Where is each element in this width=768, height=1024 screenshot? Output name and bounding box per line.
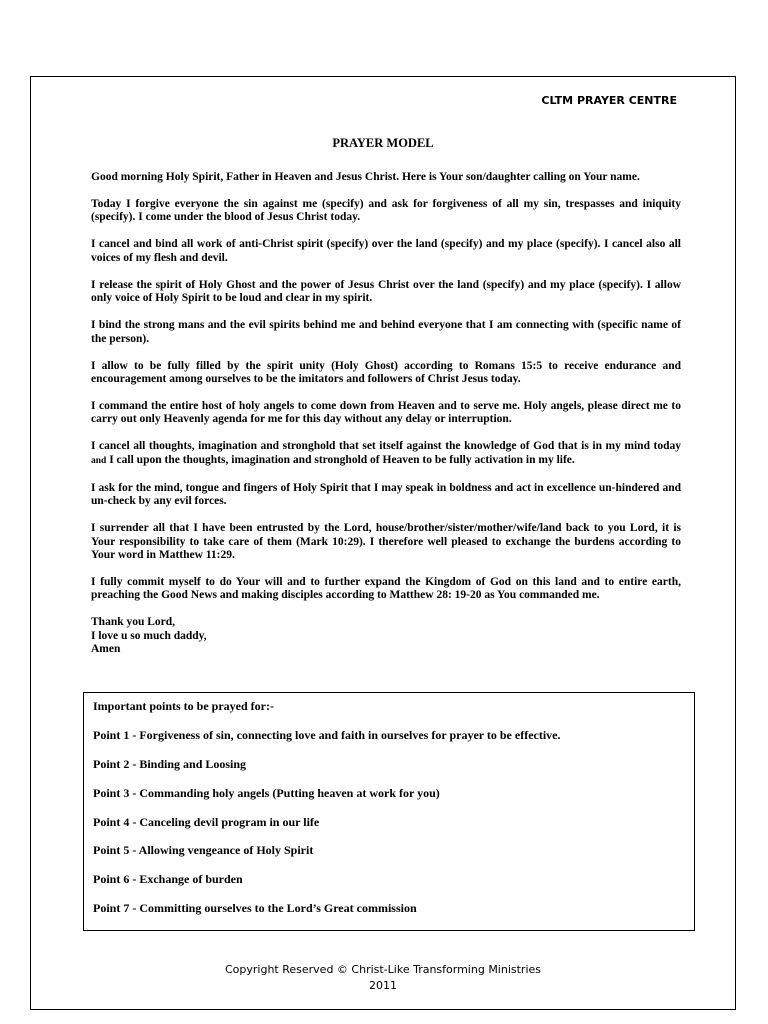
point-item: Point 1 - Forgiveness of sin, connecting love and faith in ourselves for prayer to be effective. <box>93 728 561 742</box>
closing-line: I love u so much daddy, <box>91 629 207 642</box>
paragraph: I ask for the mind, tongue and fingers of Holy Spirit that I may speak in boldness and act in excellence un-hindered and un-check by any evil forces. <box>91 481 681 508</box>
closing-line: Thank you Lord, <box>91 616 176 629</box>
paragraph-stronghold <box>91 440 681 468</box>
paragraph: I surrender all that I have been entrusted by the Lord, house/brother/sister/mother/wife/land back to you Lord, it is Your responsibility to take care of them (Mark 10:29). I therefore well pleased to exchange the burdens according to Your word in Matthew 11:29. <box>91 522 681 561</box>
closing-block <box>91 616 681 656</box>
copyright-year: 2011 <box>369 979 397 992</box>
paragraph-small-text: and <box>91 455 107 466</box>
copyright-line: Copyright Reserved © Christ-Like Transforming Ministries <box>224 963 542 976</box>
paragraph: Good morning Holy Spirit, Father in Heaven and Jesus Christ. Here is Your son/daughter calling on Your name. <box>91 171 640 183</box>
paragraph: I release the spirit of Holy Ghost and the power of Jesus Christ over the land (specify) and my place (specify). I allow only voice of Holy Spirit to be loud and clear in my spirit. <box>91 278 681 305</box>
paragraph: I bind the strong mans and the evil spirits behind me and behind everyone that I am connecting with (specific name of the person). <box>91 319 681 345</box>
point-item: Point 6 - Exchange of burden <box>93 872 243 886</box>
paragraph: I fully commit myself to do Your will and to further expand the Kingdom of God on this land and to entire earth, preaching the Good News and making disciples according to Matthew 28: 19-20 as You commanded me. <box>91 575 681 602</box>
paragraph: Today I forgive everyone the sin against me (specify) and ask for forgiveness of all my sin, trespasses and iniquity (specify). I come under the blood of Jesus Christ today. <box>91 198 681 224</box>
point-item: Point 2 - Binding and Loosing <box>93 757 247 771</box>
important-points-box <box>83 692 695 931</box>
paragraph: I allow to be fully filled by the spirit unity (Holy Ghost) according to Romans 15:5 to receive endurance and encouragement among ourselves to be the imitators and followers of Christ Jesus today. <box>91 359 681 385</box>
paragraph: I command the entire host of holy angels to come down from Heaven and to serve me. Holy angels, please direct me to carry out only Heavenly agenda for me for this day without any delay or interruption. <box>91 400 681 426</box>
paragraph-text: I call upon the thoughts, imagination and stronghold of Heaven to be fully activation in my life. <box>106 453 575 466</box>
paragraph-text: I cancel all thoughts, imagination and stronghold that set itself against the knowledge of God that is in my mind today <box>91 440 681 453</box>
document-page <box>30 76 736 1010</box>
point-item: Point 5 - Allowing vengeance of Holy Spirit <box>93 843 314 857</box>
document-title: PRAYER MODEL <box>332 136 434 150</box>
prayer-body <box>91 171 681 656</box>
org-name: CLTM PRAYER CENTRE <box>541 94 677 107</box>
paragraph: I cancel and bind all work of anti-Christ spirit (specify) over the land (specify) and my place (specify). I cancel also all voices of my flesh and devil. <box>91 238 681 264</box>
point-item: Point 4 - Canceling devil program in our life <box>93 815 320 829</box>
copyright-footer <box>31 962 735 994</box>
point-item: Point 3 - Commanding holy angels (Putting heaven at work for you) <box>93 786 440 800</box>
points-heading: Important points to be prayed for:- <box>93 699 274 713</box>
point-item: Point 7 - Committing ourselves to the Lord’s Great commission <box>93 901 417 915</box>
closing-line: Amen <box>91 642 121 655</box>
